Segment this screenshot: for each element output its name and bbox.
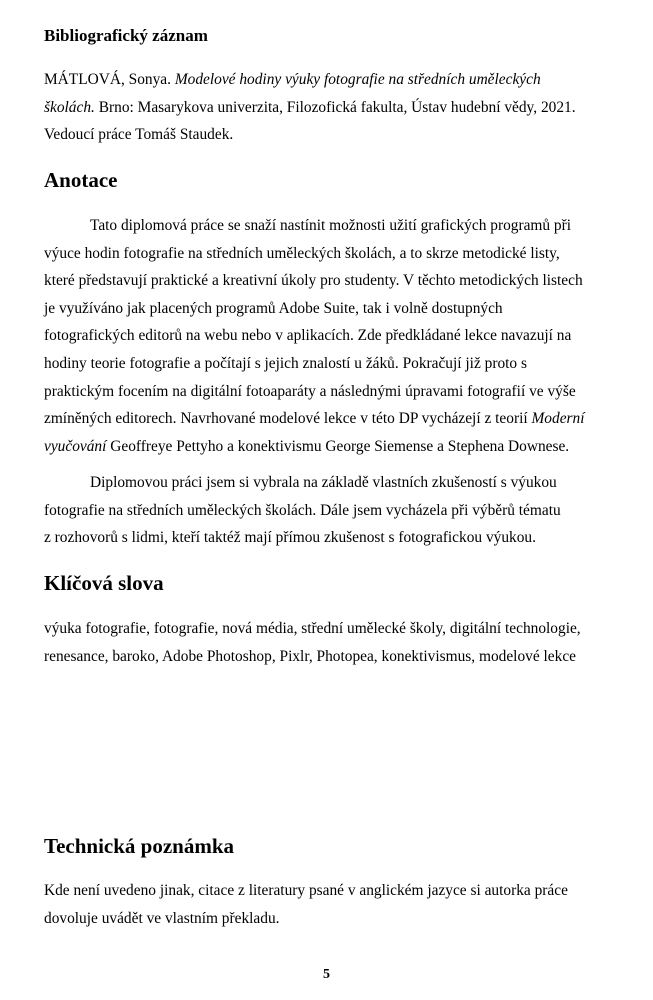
annotation-line: hodiny teorie fotografie a počítají s jejich znalostí u žáků. Pokračují již proto s	[44, 354, 527, 372]
technical-note-line: dovoluje uvádět ve vlastním překladu.	[44, 909, 280, 927]
bibliography-line	[44, 66, 610, 94]
annotation-line: které představují praktické a kreativní úkoly pro studenty. V těchto metodických listech	[44, 272, 583, 290]
technical-note-line: Kde není uvedeno jinak, citace z literatury psané v anglickém jazyce si autorka práce	[44, 882, 568, 899]
page-number: 5	[323, 967, 330, 982]
annotation-line: Tato diplomová práce se snaží nastínit možnosti užití grafických programů při	[90, 217, 572, 234]
bibliography-publisher: Brno: Masarykova univerzita, Filozofická fakulta, Ústav hudební vědy, 2021.	[98, 98, 576, 116]
annotation-line: je využíváno jak placených programů Adobe Suite, tak i volně dostupných	[44, 299, 503, 317]
annotation-line	[44, 433, 610, 461]
bibliography-record	[44, 66, 610, 149]
keywords-heading: Klíčová slova	[44, 571, 164, 595]
bibliography-line	[44, 94, 610, 122]
annotation-italic-term: vyučování	[44, 437, 107, 455]
annotation-line: praktickým focením na digitální fotoaparáty a následnými úpravami fotografií ve výše	[44, 382, 576, 400]
bibliography-title-part2: školách.	[44, 98, 95, 116]
bibliography-supervisor: Vedoucí práce Tomáš Staudek.	[44, 126, 234, 144]
annotation-heading: Anotace	[44, 168, 118, 192]
annotation-line: z rozhovorů s lidmi, kteří taktéž mají přímou zkušenost s fotografickou výukou.	[44, 529, 536, 547]
keywords-line: renesance, baroko, Adobe Photoshop, Pixlr, Photopea, konektivismus, modelové lekce	[44, 647, 576, 665]
bibliography-title-part1: Modelové hodiny výuky fotografie na středních uměleckých	[174, 71, 541, 88]
technical-note-heading: Technická poznámka	[44, 834, 235, 858]
keywords-line: výuka fotografie, fotografie, nová média, střední umělecké školy, digitální technologie,	[44, 620, 581, 637]
annotation-paragraph-1	[44, 212, 610, 460]
annotation-line: výuce hodin fotografie na středních uměleckých školách, a to skrze metodické listy,	[44, 244, 560, 262]
annotation-line	[44, 405, 610, 433]
technical-note-text	[44, 877, 610, 932]
keywords-list	[44, 615, 610, 670]
annotation-paragraph-2	[44, 469, 610, 552]
annotation-line: fotografických editorů na webu nebo v aplikacích. Zde předkládané lekce navazují na	[44, 327, 572, 345]
annotation-line: Diplomovou práci jsem si vybrala na základě vlastních zkušeností s výukou	[90, 474, 557, 491]
annotation-line-text: zmíněných editorech. Navrhované modelové lekce v této DP vycházejí z teorií	[44, 410, 528, 428]
bibliography-author: MÁTLOVÁ, Sonya.	[44, 71, 171, 88]
annotation-line-text: Geoffreye Pettyho a konektivismu George Siemense a Stephena Downese.	[110, 437, 570, 455]
annotation-line: fotografie na středních uměleckých školách. Dále jsem vycházela při výběrů tématu	[44, 501, 561, 519]
bibliography-heading: Bibliografický záznam	[44, 26, 208, 45]
annotation-italic-term: Moderní	[531, 410, 585, 428]
